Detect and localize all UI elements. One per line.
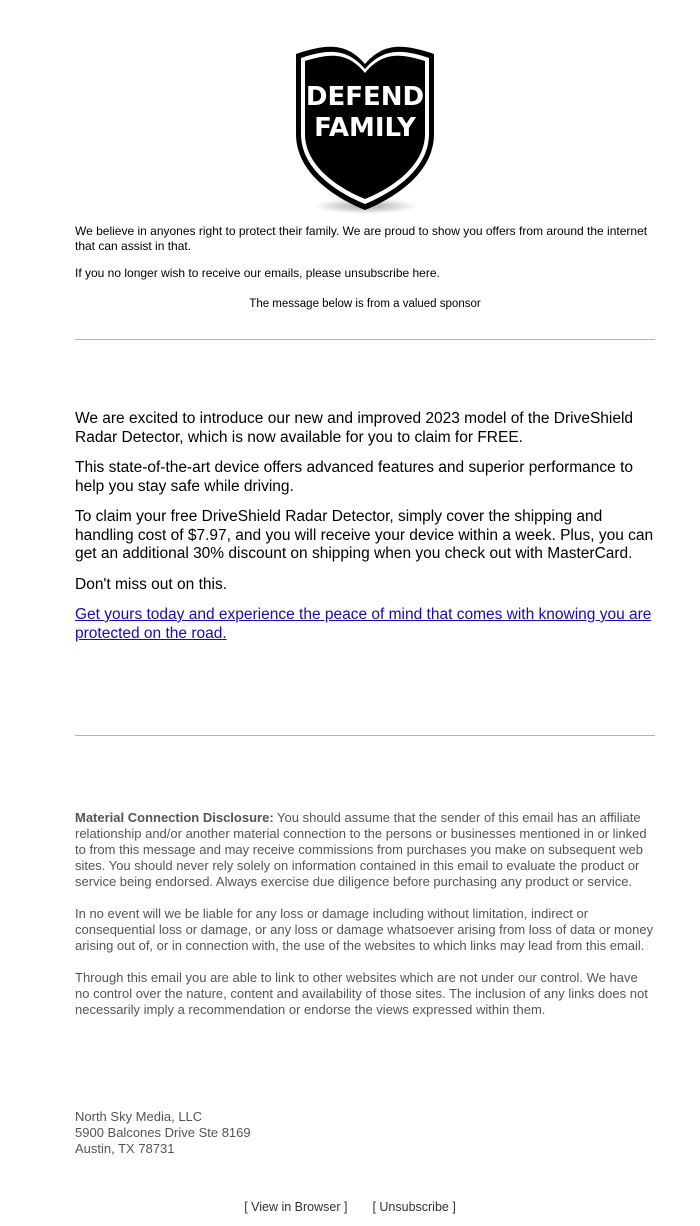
offer-paragraph-1: We are excited to introduce our new and improved 2023 model of the DriveShield Radar Detector, which is now available for you to claim for FREE.	[75, 410, 634, 446]
shield-icon	[286, 38, 444, 218]
view-in-browser-link[interactable]: [ View in Browser ]	[244, 1200, 348, 1214]
logo-text-line2: FAMILY	[314, 113, 416, 143]
footer-links	[0, 1200, 700, 1214]
divider-top	[75, 339, 655, 340]
offer-cta-wrapper	[75, 606, 655, 643]
company-city: Austin, TX 78731	[75, 1141, 175, 1156]
disclosure-paragraph-3: Through this email you are able to link to other websites which are not under our control. We have no control over the nature, content and availability of those sites. The inclusion of any links does not necessarily imply a recommendation or endorse the views expressed within them.	[75, 970, 648, 1017]
sponsor-note: The message below is from a valued sponsor	[249, 298, 481, 310]
company-address	[75, 1109, 655, 1157]
divider-bottom	[75, 735, 655, 736]
disclosure-paragraph-1	[75, 810, 655, 890]
offer-paragraph-4: Don't miss out on this.	[75, 575, 227, 593]
defend-family-logo	[286, 38, 444, 218]
intro-section	[75, 224, 655, 312]
offer-paragraph-2: This state-of-the-art device offers advanced features and superior performance to help you stay safe while driving.	[75, 459, 634, 495]
offer-cta-link[interactable]: Get yours today and experience the peace of mind that comes with knowing you are protected on the road.	[75, 606, 652, 642]
intro-paragraph: We believe in anyones right to protect their family. We are proud to show you offers from around the internet that can assist in that.	[75, 224, 648, 253]
offer-section	[75, 410, 655, 655]
unsubscribe-notice: If you no longer wish to receive our emails, please unsubscribe here.	[75, 266, 440, 280]
unsubscribe-link[interactable]: [ Unsubscribe ]	[372, 1200, 456, 1214]
company-name: North Sky Media, LLC	[75, 1109, 203, 1124]
disclosure-paragraph-2: In no event will we be liable for any loss or damage including without limitation, indirect or consequential loss or damage, or any loss or damage whatsoever arising from loss of data or money arising out of, or in connection with, the use of the websites to which links may lead from this email.	[75, 906, 654, 953]
disclosure-heading: Material Connection Disclosure:	[75, 810, 274, 825]
disclosure-section	[75, 810, 655, 1034]
company-street: 5900 Balcones Drive Ste 8169	[75, 1125, 251, 1140]
offer-paragraph-3: To claim your free DriveShield Radar Detector, simply cover the shipping and handling cost of $7.97, and you will receive your device within a week. Plus, you can get an additional 30% discount on shipping when you check out with MasterCard.	[75, 508, 654, 562]
disclosure-text-1: You should assume that the sender of this email has an affiliate relationship and/or another material connection to the persons or businesses mentioned in or linked to from this message and may receive commissions from purchases you make on subsequent web sites. You should never rely solely on information contained in this email to evaluate the product or service being endorsed. Always exercise due diligence before purchasing any product or service.	[75, 810, 647, 889]
logo-text-line1: DEFEND	[305, 82, 425, 112]
